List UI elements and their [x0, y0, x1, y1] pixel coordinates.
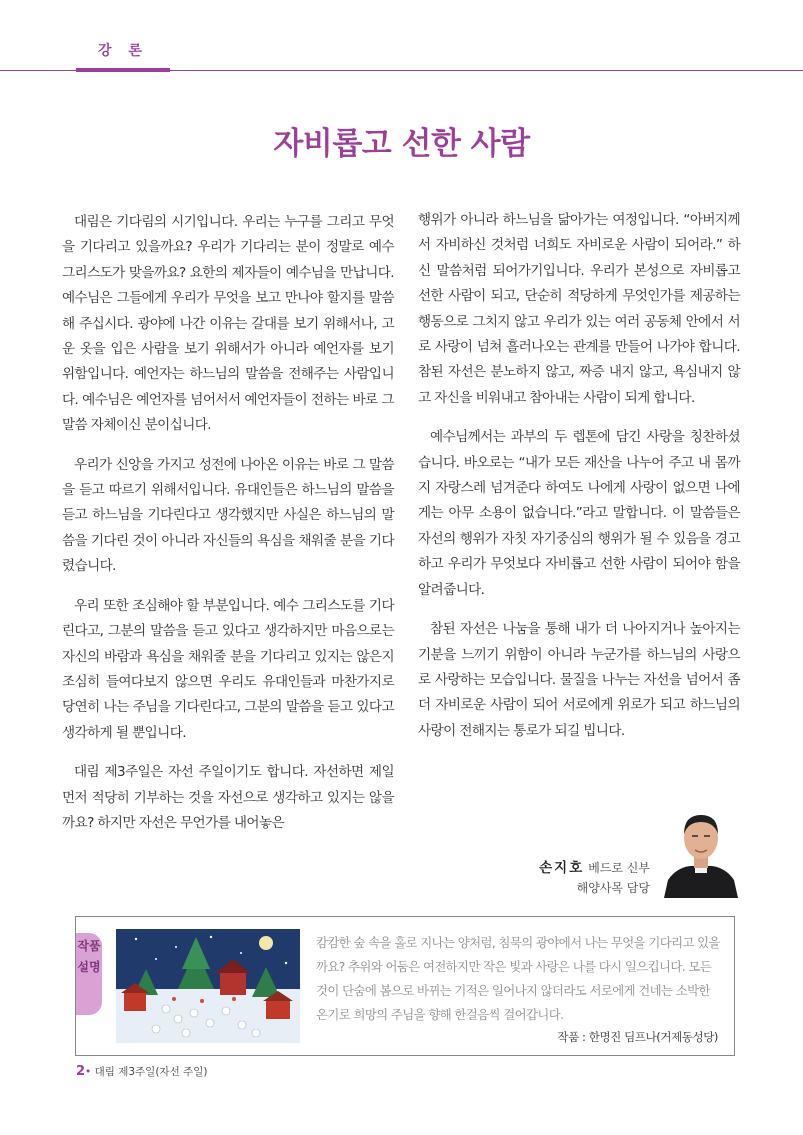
- artwork-tag-line1: 작품: [77, 939, 101, 953]
- body-column-left: [62, 210, 394, 850]
- body-column-right: [418, 208, 740, 758]
- bullet-icon: •: [85, 1066, 92, 1078]
- page-number: 2: [76, 1064, 86, 1079]
- author-baptismal-name: 베드로 신부: [588, 861, 650, 875]
- author-info: [500, 858, 650, 898]
- paragraph: 예수님께서는 과부의 두 렙톤에 담긴 사랑을 칭찬하셨습니다. 바오로는 “내가 모든 재산을 나누어 주고 내 몸까지 자랑스레 넘겨준다 하여도 나에게 사랑이 없으면 나에게는 아무 소용이 없습니다.”라고 말합니다. 이 말씀들은 자선의 행위가 자칫 자기중심의 행위가 될 수 있음을 경고하고 우리가 무엇보다 자비롭고 선한 사람이 되어야 함을 알려줍니다.: [418, 429, 740, 598]
- footer-text: 대림 제3주일(자선 주일): [94, 1066, 208, 1078]
- artwork-credit: 작품 : 한명진 딤프나(거제동성당): [557, 1030, 718, 1044]
- section-label: 강 론: [98, 43, 148, 59]
- artwork-box: [75, 916, 735, 1056]
- author-name: 손지호: [539, 860, 585, 876]
- author-role: 해양사목 담당: [576, 881, 650, 895]
- author-photo: [664, 806, 738, 898]
- artwork-painting: [116, 929, 300, 1043]
- paragraph: 우리가 신앙을 가지고 성전에 나아온 이유는 바로 그 말씀을 듣고 따르기 위해서입니다. 유대인들은 하느님의 말씀을 듣고 하느님을 기다린다고 생각했지만 사실은 하느님의 말씀을 기다린 것이 아니라 자신들의 욕심을 채워줄 분을 기다렸습니다.: [62, 456, 394, 575]
- header-accent-bar: [76, 68, 170, 72]
- paragraph: 참된 자선은 나눔을 통해 내가 더 나아지거나 높아지는 기분을 느끼기 위함이 아니라 누군가를 하느님의 사랑으로 사랑하는 모습입니다. 물질을 나누는 자선을 넘어서 좀 더 자비로운 사람이 되어 서로에게 위로가 되고 하느님의 사랑이 전해지는 통로가 되길 빕니다.: [418, 621, 740, 739]
- page-title: 자비롭고 선한 사람: [273, 126, 530, 162]
- artwork-tag: [76, 933, 102, 1015]
- artwork-description: 캄캄한 숲 속을 홀로 지나는 양처럼, 침묵의 광야에서 나는 무엇을 기다리고 있을까요? 추위와 어둠은 여전하지만 작은 빛과 사랑은 나를 다시 일으킵니다. 모든 것이 단숨에 봄으로 바뀌는 기적은 일어나지 않더라도 서로에게 건네는 소박한 온기로 희망의 주님을 향해 한걸음씩 걸어갑니다.: [316, 935, 720, 1022]
- paragraph: 행위가 아니라 하느님을 닮아가는 여정입니다. “아버지께서 자비하신 것처럼 너희도 자비로운 사람이 되어라.” 하신 말씀처럼 되어가기입니다. 우리가 본성으로 자비롭고 선한 사람이 되고, 단순히 적당하게 무엇인가를 제공하는 행동으로 그치지 않고 우리가 있는 여러 공동체 안에서 서로 사랑이 넘쳐 흘러나오는 관계를 만들어 나가야 합니다. 참된 자선은 분노하지 않고, 짜증 내지 않고, 욕심내지 않고 자신을 비워내고 참아내는 사람이 되게 합니다.: [418, 212, 740, 406]
- paragraph: 대림은 기다림의 시기입니다. 우리는 누구를 그리고 무엇을 기다리고 있을까요? 우리가 기다리는 분이 정말로 예수 그리스도가 맞을까요? 요한의 제자들이 예수님을 만납니다. 예수님은 그들에게 우리가 무엇을 보고 만나야 할지를 말씀해 주십시다. 광야에 나간 이유는 갈대를 보기 위해서나, 고운 옷을 입은 사람을 보기 위해서가 아니라 예언자를 보기 위함입니다. 예언자는 하느님의 말씀을 전해주는 사람입니다. 예수님은 예언자를 넘어서서 예언자들이 전하는 바로 그 말씀 자체이신 분이십니다.: [62, 214, 394, 434]
- paragraph: 대림 제3주일은 자선 주일이기도 합니다. 자선하면 제일 먼저 적당히 기부하는 것을 자선으로 생각하고 있지는 않을까요? 하지만 자선은 무언가를 내어놓은: [62, 764, 394, 831]
- paragraph: 우리 또한 조심해야 할 부분입니다. 예수 그리스도를 기다린다고, 그분의 말씀을 듣고 있다고 생각하지만 마음으로는 자신의 바람과 욕심을 채워줄 분을 기다리고 있지는 않은지 조심히 들여다보지 않으면 우리도 유대인들과 마찬가지로 당연히 나는 주님을 기다린다고, 그분의 말씀을 듣고 있다고 생각하게 될 뿐입니다.: [62, 597, 394, 741]
- page-footer: [76, 1064, 207, 1079]
- artwork-tag-line2: 설명: [77, 960, 101, 974]
